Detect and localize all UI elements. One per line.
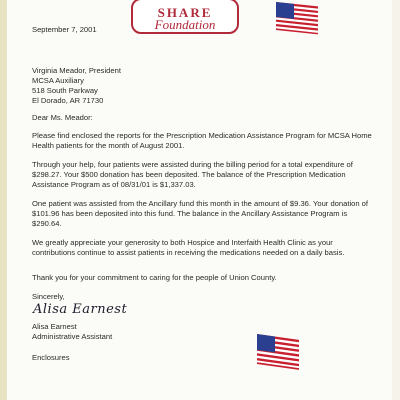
paper-edge-left	[0, 0, 7, 400]
recipient-org: MCSA Auxiliary	[32, 76, 84, 85]
share-foundation-logo	[131, 0, 239, 34]
paragraph-2: Through your help, four patients were assisted during the billing period for a total expenditure of $298.27. Your $500 donation has been deposited. The balance of the Prescription Medication Assistance Program as of 08/31/01 is $1,337.03.	[32, 160, 353, 189]
recipient-city: El Dorado, AR 71730	[32, 96, 104, 105]
american-flag-icon	[257, 334, 299, 374]
paragraph-1: Please find enclosed the reports for the Prescription Medication Assistance Program for MCSA Home Health patients for the month of August 2001.	[32, 131, 372, 150]
handwritten-signature: Alisa Earnest	[33, 302, 128, 317]
recipient-name: Virginia Meador, President	[32, 66, 121, 75]
american-flag-icon	[276, 2, 318, 36]
paragraph-5: Thank you for your commitment to caring for the people of Union County.	[32, 273, 277, 282]
signer-name: Alisa Earnest	[32, 322, 77, 331]
logo-line-2: Foundation	[154, 17, 216, 32]
letter-date: September 7, 2001	[32, 25, 97, 34]
recipient-address	[32, 66, 121, 106]
closing: Sincerely,	[32, 292, 65, 301]
paper-edge-right	[392, 0, 400, 400]
enclosures-line: Enclosures	[32, 353, 70, 362]
recipient-street: 518 South Parkway	[32, 86, 98, 95]
signer-block	[32, 322, 112, 342]
paragraph-4: We greatly appreciate your generosity to both Hospice and Interfaith Health Clinic as your contributions continue to assist patients in receiving the medications needed on a daily basis.	[32, 238, 345, 257]
signer-title: Administrative Assistant	[32, 332, 113, 341]
paragraph-3: One patient was assisted from the Ancillary fund this month in the amount of $9.36. Your donation of $101.96 has been deposited into this fund. The balance in the Ancillary Assistance Program is $290.64.	[32, 199, 369, 228]
logo-line-1: SHARE	[157, 5, 213, 20]
salutation: Dear Ms. Meador:	[32, 113, 93, 122]
